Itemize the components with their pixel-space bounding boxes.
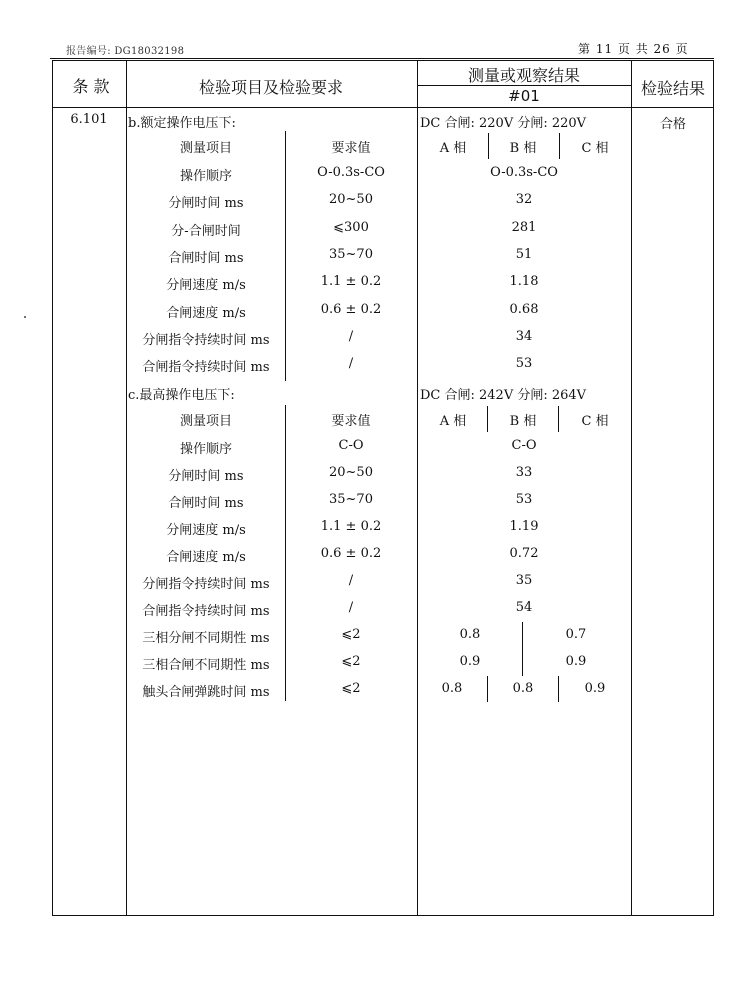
clause-number: 6.101 bbox=[70, 112, 108, 127]
row-requirement: C-O bbox=[338, 438, 364, 453]
row-requirement: 20~50 bbox=[329, 192, 373, 208]
row-measured-value: 0.72 bbox=[509, 546, 539, 561]
phase-separator bbox=[487, 676, 488, 702]
row-item: 合闸时间 ms bbox=[168, 496, 244, 511]
row-measured-value: 53 bbox=[515, 492, 533, 507]
row-requirement: 20~50 bbox=[329, 465, 373, 480]
phase-b-header: B 相 bbox=[509, 141, 537, 156]
row-measured-value: 53 bbox=[515, 356, 533, 372]
section-c-title: c.最高操作电压下: bbox=[128, 388, 235, 403]
row-item: 三相合闸不同期性 ms bbox=[142, 658, 270, 673]
bounce-phase-b: 0.8 bbox=[512, 681, 534, 696]
row-measured-value: 34 bbox=[515, 328, 533, 344]
phase-a-header: A 相 bbox=[439, 141, 467, 156]
result-header: 检验结果 bbox=[640, 79, 705, 98]
row-measured-value: 1.18 bbox=[509, 274, 539, 290]
clause-column-divider bbox=[126, 61, 127, 915]
row-measured-value: 33 bbox=[515, 465, 533, 480]
row-requirement: 35~70 bbox=[329, 492, 373, 507]
row-requirement: 0.6 ± 0.2 bbox=[320, 301, 382, 317]
sample-header: #01 bbox=[508, 87, 540, 105]
phase-c-header: C 相 bbox=[581, 141, 609, 156]
row-item: 操作顺序 bbox=[179, 442, 232, 457]
row-item: 合闸时间 ms bbox=[168, 250, 244, 266]
row-item: 合闸速度 m/s bbox=[166, 550, 246, 565]
measure-item-header: 测量项目 bbox=[179, 414, 232, 429]
row-requirement: / bbox=[348, 356, 354, 372]
row-value-left: 0.8 bbox=[459, 627, 481, 642]
row-item: 分闸时间 ms bbox=[168, 469, 244, 484]
phase-c-header: C 相 bbox=[581, 414, 609, 429]
row-requirement: / bbox=[348, 328, 354, 344]
phase-separator bbox=[559, 133, 560, 159]
row-measured-value: O-0.3s-CO bbox=[490, 165, 558, 180]
phase-separator bbox=[487, 406, 488, 432]
phase-separator bbox=[558, 406, 559, 432]
row-requirement: O-0.3s-CO bbox=[317, 165, 385, 180]
row-requirement: 1.1 ± 0.2 bbox=[320, 519, 382, 534]
row-item: 分闸速度 m/s bbox=[166, 523, 246, 538]
row-item: 三相分闸不同期性 ms bbox=[142, 631, 270, 646]
overall-result: 合格 bbox=[659, 117, 686, 132]
item-column-divider bbox=[417, 61, 418, 915]
row-requirement: / bbox=[348, 600, 354, 615]
clause-header: 条 款 bbox=[72, 77, 110, 96]
phase-b-header: B 相 bbox=[509, 414, 537, 429]
measured-header: 测量或观察结果 bbox=[467, 66, 580, 85]
row-item: 合闸指令持续时间 ms bbox=[142, 604, 270, 619]
row-item: 合闸指令持续时间 ms bbox=[142, 360, 270, 376]
asynchronism-separator bbox=[522, 622, 523, 676]
phase-separator bbox=[488, 133, 489, 159]
row-item: 操作顺序 bbox=[179, 169, 232, 184]
row-value-right: 0.7 bbox=[565, 627, 587, 642]
phase-a-header: A 相 bbox=[439, 414, 467, 429]
section-c-voltage: DC 合闸: 242V 分闸: 264V bbox=[420, 388, 587, 403]
row-requirement: 0.6 ± 0.2 bbox=[320, 546, 382, 561]
inspection-table bbox=[52, 60, 714, 916]
row-item: 分闸时间 ms bbox=[168, 196, 244, 212]
page-number: 第 11 页 共 26 页 bbox=[578, 42, 689, 56]
row-item: 触头合闸弹跳时间 ms bbox=[142, 685, 270, 700]
row-requirement: 1.1 ± 0.2 bbox=[320, 274, 382, 290]
row-item: 分闸速度 m/s bbox=[166, 278, 246, 294]
row-item: 分闸指令持续时间 ms bbox=[142, 577, 270, 592]
section-b-voltage: DC 合闸: 220V 分闸: 220V bbox=[420, 116, 587, 131]
result-column-divider bbox=[631, 61, 632, 915]
row-item: 合闸速度 m/s bbox=[166, 305, 246, 321]
row-measured-value: 1.19 bbox=[509, 519, 539, 534]
header-divider bbox=[50, 58, 714, 59]
row-measured-value: 35 bbox=[515, 573, 533, 588]
row-measured-value: 51 bbox=[515, 246, 533, 262]
section-b-title: b.额定操作电压下: bbox=[128, 116, 236, 131]
row-requirement: ⩽2 bbox=[341, 654, 361, 669]
row-measured-value: 54 bbox=[515, 600, 533, 615]
row-item: 分闸指令持续时间 ms bbox=[142, 332, 270, 348]
row-measured-value: C-O bbox=[511, 438, 537, 453]
requirement-header: 要求值 bbox=[331, 141, 371, 156]
row-requirement: / bbox=[348, 573, 354, 588]
row-measured-value: 281 bbox=[511, 219, 537, 235]
row-item: 分-合闸时间 bbox=[171, 223, 241, 239]
row-measured-value: 32 bbox=[515, 192, 533, 208]
row-requirement: ⩽2 bbox=[341, 627, 361, 642]
row-measured-value: 0.68 bbox=[509, 301, 539, 317]
report-number: 报告编号: DG18032198 bbox=[66, 46, 185, 57]
header-bottom-divider bbox=[53, 107, 713, 108]
bounce-phase-a: 0.8 bbox=[441, 681, 463, 696]
measure-item-header: 测量项目 bbox=[179, 141, 232, 156]
scan-speck bbox=[24, 316, 26, 318]
row-requirement: ⩽300 bbox=[333, 219, 369, 235]
row-value-left: 0.9 bbox=[459, 654, 481, 669]
requirement-header: 要求值 bbox=[331, 414, 371, 429]
row-requirement: ⩽2 bbox=[341, 681, 361, 696]
row-value-right: 0.9 bbox=[565, 654, 587, 669]
item-header: 检验项目及检验要求 bbox=[198, 78, 343, 97]
bounce-phase-c: 0.9 bbox=[584, 681, 606, 696]
row-requirement: 35~70 bbox=[329, 246, 373, 262]
phase-separator bbox=[558, 676, 559, 702]
